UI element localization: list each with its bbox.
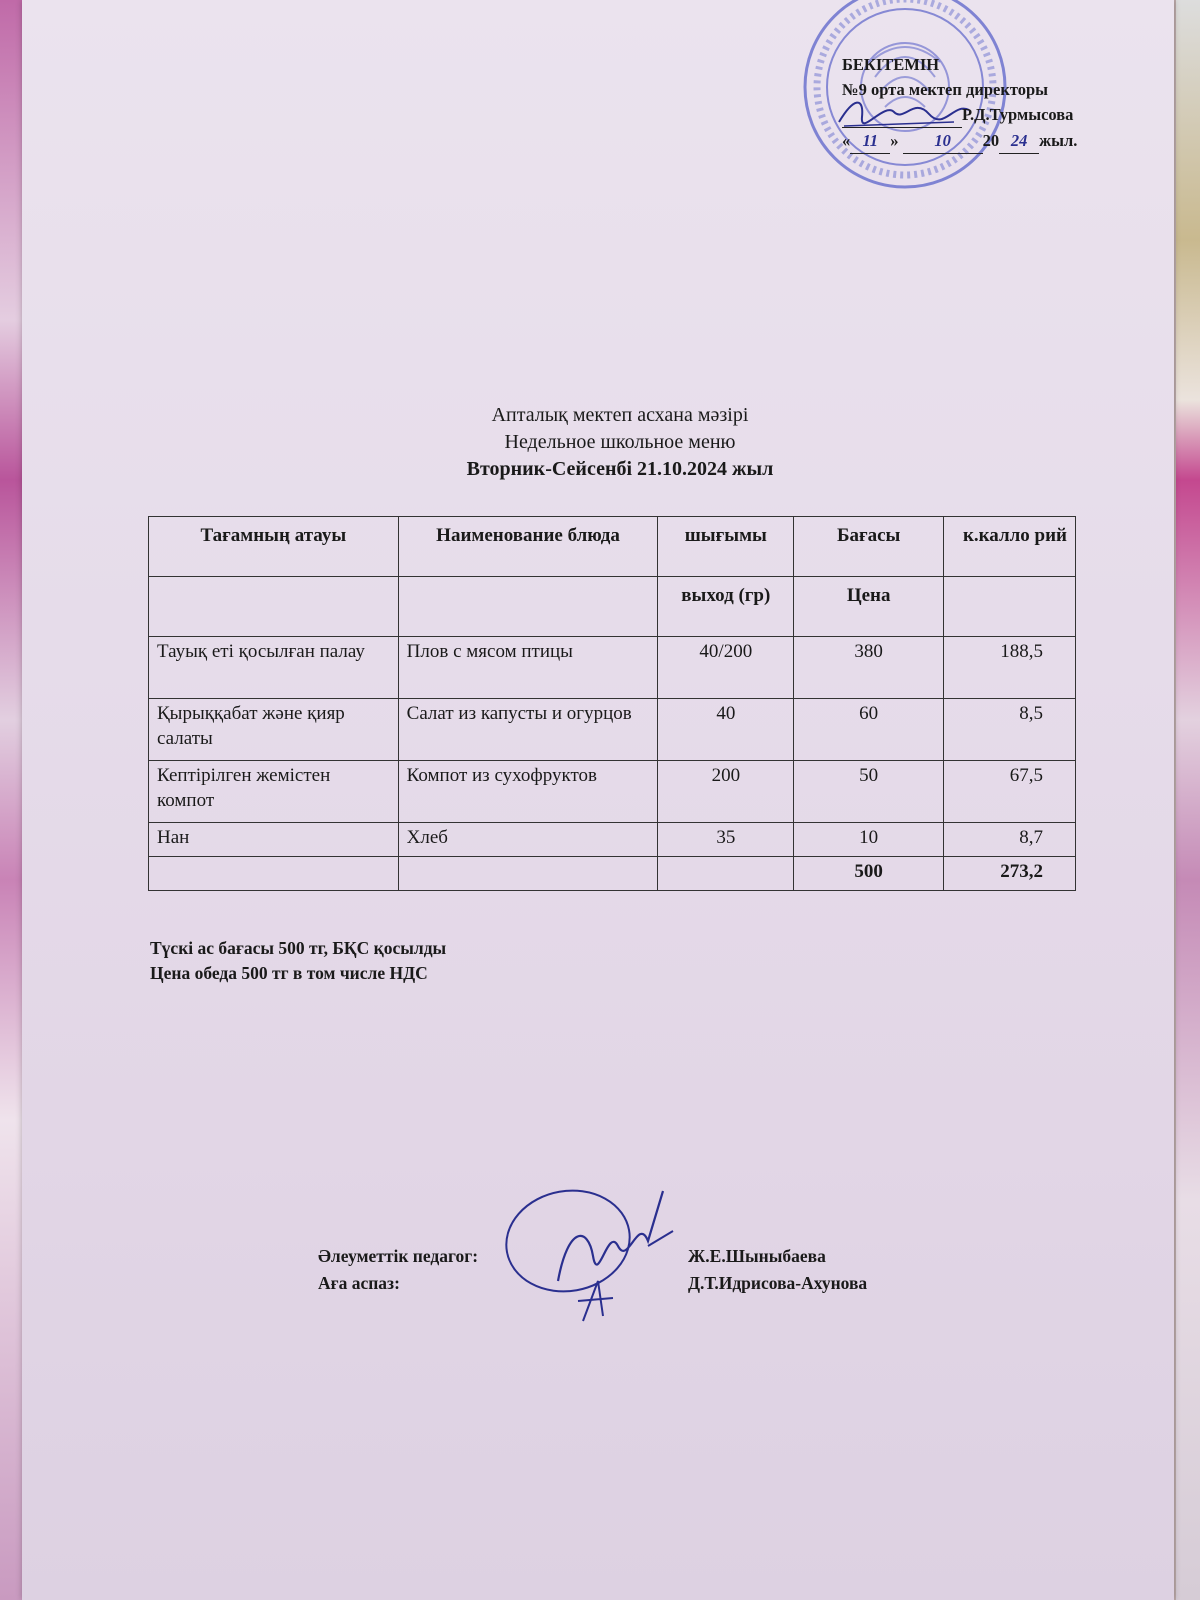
- cell-russian-name: Компот из сухофруктов: [398, 761, 658, 823]
- subheader-output: выход (гр): [658, 577, 794, 637]
- cell-output: 35: [658, 823, 794, 857]
- cell-russian-name: Хлеб: [398, 823, 658, 857]
- cell-kazakh-name: Қырыққабат және қияр салаты: [149, 699, 399, 761]
- header-kazakh-name: Тағамның атауы: [149, 517, 399, 577]
- table-row: [149, 699, 1076, 761]
- approval-block: [842, 52, 1077, 154]
- total-empty-3: [658, 857, 794, 891]
- table-row: [149, 637, 1076, 699]
- cell-kazakh-name: Тауық еті қосылған палау: [149, 637, 399, 699]
- cell-kazakh-name: Кептірілген жемістен компот: [149, 761, 399, 823]
- name-social-pedagogue: Ж.Е.Шыныбаева: [688, 1246, 826, 1266]
- note-kazakh: Түскі ас бағасы 500 тг, БҚС қосылды: [150, 938, 447, 958]
- cell-price: 50: [794, 761, 944, 823]
- cell-russian-name: Салат из капусты и огурцов: [398, 699, 658, 761]
- price-notes: [150, 936, 446, 986]
- signature-row-pedagogue: [318, 1243, 1018, 1270]
- total-calories: 273,2: [944, 857, 1076, 891]
- table-row: [149, 823, 1076, 857]
- approval-day: 11: [850, 128, 890, 154]
- approval-title: БЕКІТЕМІН: [842, 55, 940, 74]
- total-price: 500: [794, 857, 944, 891]
- approval-year-word: жыл.: [1039, 131, 1078, 150]
- cell-output: 40/200: [658, 637, 794, 699]
- table-subheader-row: [149, 577, 1076, 637]
- background-right: [1176, 0, 1200, 1600]
- approval-month: 10: [903, 128, 983, 154]
- table-total-row: [149, 857, 1076, 891]
- title-russian: Недельное школьное меню: [504, 431, 736, 453]
- approval-position: №9 орта мектеп директоры: [842, 80, 1049, 99]
- signature-row-chef: [318, 1270, 1018, 1297]
- table-header-row: [149, 517, 1076, 577]
- signatures-block: [318, 1243, 1018, 1297]
- header-price: Бағасы: [794, 517, 944, 577]
- cell-price: 10: [794, 823, 944, 857]
- cell-output: 200: [658, 761, 794, 823]
- cell-calories: 188,5: [944, 637, 1076, 699]
- note-russian: Цена обеда 500 тг в том числе НДС: [150, 963, 428, 983]
- cell-kazakh-name: Нан: [149, 823, 399, 857]
- approval-date-line: « 11 » 10 20 24 жыл.: [842, 128, 1077, 154]
- approval-signature-blank: [842, 102, 962, 128]
- title-day-date: Вторник-Сейсенбі 21.10.2024 жыл: [466, 458, 774, 480]
- header-output: шығымы: [658, 517, 794, 577]
- total-empty-1: [149, 857, 399, 891]
- menu-table: [148, 516, 1076, 891]
- cell-calories: 8,7: [944, 823, 1076, 857]
- subheader-empty-2: [398, 577, 658, 637]
- title-kazakh: Апталық мектеп асхана мәзірі: [491, 404, 749, 426]
- approval-name: Р.Д.Турмысова: [962, 105, 1074, 124]
- role-social-pedagogue: Әлеуметтік педагог:: [318, 1246, 479, 1266]
- subheader-empty-5: [944, 577, 1076, 637]
- approval-name-line: [842, 102, 1077, 128]
- cell-output: 40: [658, 699, 794, 761]
- subheader-price: Цена: [794, 577, 944, 637]
- table-row: [149, 761, 1076, 823]
- name-head-chef: Д.Т.Идрисова-Ахунова: [688, 1273, 868, 1293]
- cell-russian-name: Плов с мясом птицы: [398, 637, 658, 699]
- header-calories: к.калло рий: [944, 517, 1076, 577]
- cell-calories: 67,5: [944, 761, 1076, 823]
- cell-price: 60: [794, 699, 944, 761]
- cell-calories: 8,5: [944, 699, 1076, 761]
- cell-price: 380: [794, 637, 944, 699]
- role-head-chef: Аға аспаз:: [318, 1273, 400, 1293]
- menu-titles: [0, 402, 1200, 483]
- approval-year-suffix: 24: [999, 128, 1039, 154]
- approval-year-prefix: 20: [982, 131, 1000, 150]
- subheader-empty-1: [149, 577, 399, 637]
- header-russian-name: Наименование блюда: [398, 517, 658, 577]
- total-empty-2: [398, 857, 658, 891]
